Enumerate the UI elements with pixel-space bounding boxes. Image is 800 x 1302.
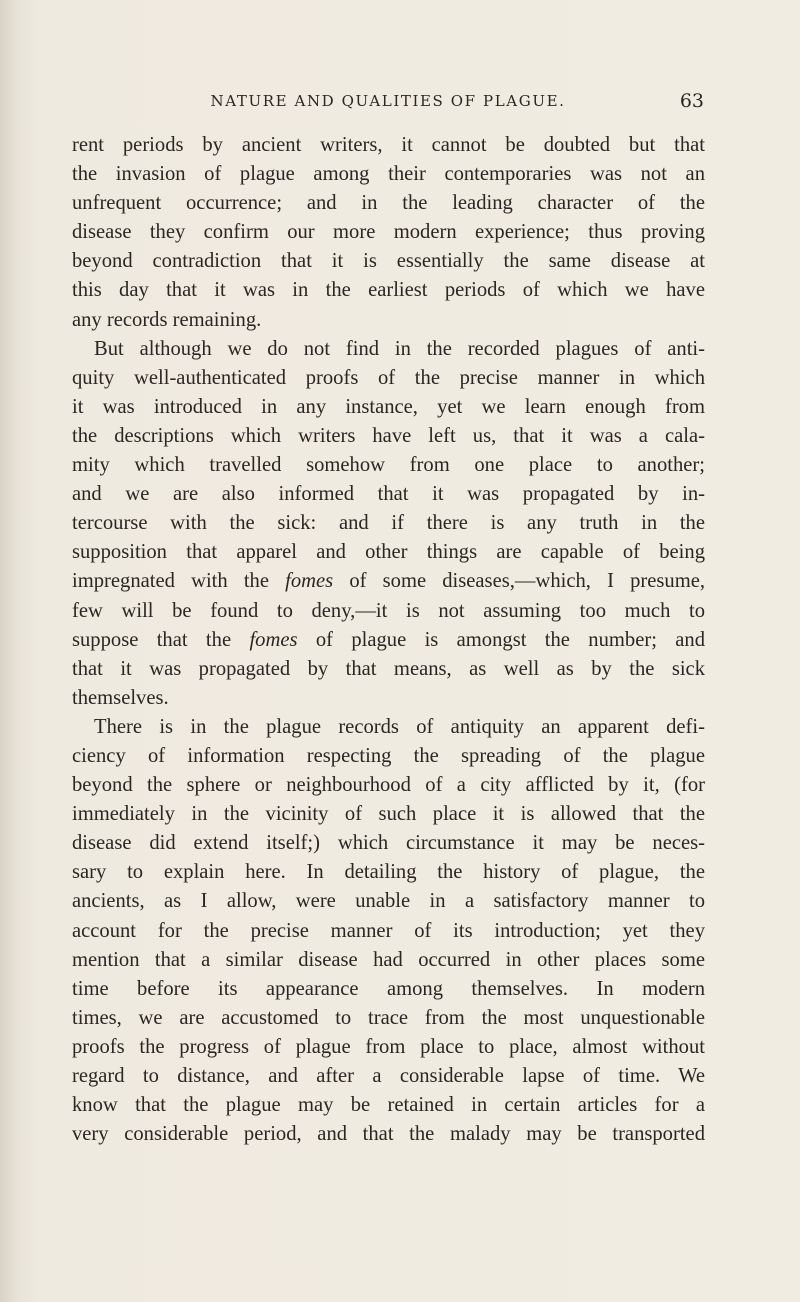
- text-line: [72, 1033, 705, 1062]
- text-line: [72, 742, 705, 771]
- text-segment: few will be found to deny,—it is not assuming too much to: [72, 599, 705, 622]
- text-segment: rent periods by ancient writers, it cannot be doubted but that: [72, 134, 705, 156]
- text-segment: mention that a similar disease had occurred in other places some: [72, 948, 705, 971]
- text-line: [72, 1120, 705, 1149]
- text-segment: know that the plague may be retained in certain articles for a: [72, 1094, 705, 1117]
- text-line: [72, 1091, 705, 1120]
- text-segment: and we are also informed that it was propagated by in-: [72, 483, 705, 506]
- text-line: [72, 829, 705, 858]
- text-line: [72, 509, 705, 538]
- text-line: [72, 218, 705, 247]
- text-line: [72, 626, 705, 655]
- text-line: [72, 917, 705, 946]
- text-segment: beyond the sphere or neighbourhood of a city afflicted by it, (for: [72, 774, 705, 797]
- text-segment: this day that it was in the earliest periods of which we have: [72, 279, 705, 302]
- text-line: [72, 1062, 705, 1091]
- text-line: [72, 306, 705, 335]
- text-segment: disease they confirm our more modern experience; thus proving: [72, 221, 705, 244]
- text-segment: mity which travelled somehow from one place to another;: [72, 454, 705, 477]
- text-segment: ciency of information respecting the spreading of the plague: [72, 744, 705, 767]
- text-segment: themselves.: [72, 686, 169, 709]
- text-segment: sary to explain here. In detailing the history of plague, the: [72, 861, 705, 884]
- text-line: [72, 946, 705, 975]
- text-line: [72, 538, 705, 567]
- text-segment: that it was propagated by that means, as well as by the sick: [72, 657, 705, 680]
- body-text: [72, 131, 705, 1149]
- text-line: [72, 597, 705, 626]
- text-line: [72, 567, 705, 596]
- text-line: [72, 393, 705, 422]
- text-segment: ancients, as I allow, were unable in a satisfactory manner to: [72, 890, 705, 913]
- text-line: [72, 858, 705, 887]
- text-line: [72, 276, 705, 305]
- text-line: [72, 655, 705, 684]
- italic-term: fomes: [249, 628, 298, 651]
- page-number: 63: [679, 90, 704, 112]
- text-line: [72, 131, 705, 160]
- text-segment: disease did extend itself;) which circumstance it may be neces-: [72, 832, 705, 855]
- text-segment: it was introduced in any instance, yet we learn enough from: [72, 395, 705, 418]
- text-segment: suppose that the: [72, 628, 250, 651]
- text-segment: supposition that apparel and other things are capable of being: [72, 541, 705, 564]
- text-segment: There is in the plague records of antiquity an apparent defi-: [94, 715, 705, 738]
- text-segment: unfrequent occurrence; and in the leading character of the: [72, 192, 705, 215]
- text-segment: immediately in the vicinity of such place it is allowed that the: [72, 803, 705, 826]
- text-segment: beyond contradiction that it is essentially the same disease at: [72, 250, 705, 273]
- text-line: [72, 364, 705, 393]
- text-line: [72, 189, 705, 218]
- text-segment: proofs the progress of plague from place to place, almost without: [72, 1035, 705, 1058]
- text-line: [72, 713, 705, 742]
- text-line: [72, 160, 705, 189]
- text-segment: But although we do not find in the recorded plagues of anti-: [94, 337, 705, 360]
- text-line: [72, 771, 705, 800]
- text-line: [72, 480, 705, 509]
- text-line: [72, 247, 705, 276]
- text-segment: tercourse with the sick: and if there is any truth in the: [72, 512, 705, 535]
- text-segment: regard to distance, and after a considerable lapse of time. We: [72, 1065, 705, 1087]
- text-line: [72, 887, 705, 916]
- text-segment: the descriptions which writers have left us, that it was a cala-: [72, 424, 705, 447]
- text-segment: the invasion of plague among their contemporaries was not an: [72, 163, 705, 186]
- text-segment: times, we are accustomed to trace from the most unquestionable: [72, 1006, 705, 1029]
- text-line: [72, 335, 705, 364]
- text-segment: impregnated with the: [72, 570, 286, 593]
- text-segment: of plague is amongst the number; and: [297, 628, 705, 651]
- text-segment: time before its appearance among themselves. In modern: [72, 977, 705, 1000]
- running-head: [72, 92, 704, 116]
- italic-term: fomes: [285, 570, 334, 593]
- running-head-title: NATURE AND QUALITIES OF PLAGUE.: [210, 92, 566, 110]
- text-line: [72, 975, 705, 1004]
- text-segment: of some diseases,—which, I presume,: [333, 570, 705, 593]
- text-segment: account for the precise manner of its introduction; yet they: [72, 919, 705, 942]
- text-line: [72, 451, 705, 480]
- text-segment: very considerable period, and that the malady may be transported: [72, 1123, 705, 1146]
- text-line: [72, 800, 705, 829]
- text-segment: quity well-authenticated proofs of the precise manner in which: [72, 366, 705, 389]
- text-segment: any records remaining.: [72, 308, 262, 331]
- text-line: [72, 684, 705, 713]
- text-line: [72, 1004, 705, 1033]
- text-line: [72, 422, 705, 451]
